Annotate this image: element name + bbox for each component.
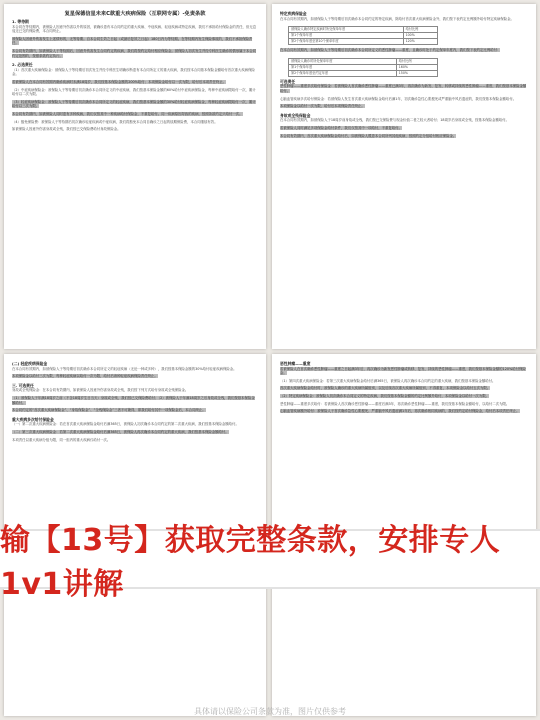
section-heading: 身故或全残保险金	[280, 112, 311, 118]
clause-paragraph: 本项保险金以给付三次为限，每种轻症疾病以给付一次为限，给付后该种轻症疾病保险责任终止。	[12, 374, 158, 379]
clause-paragraph: 心脑血管疾病额外给付：被保险人于首次确诊急性心肌梗死、严重脑中风后遗症满1年后，再次确诊相同疾病的，我们按约定给付保险金，给付后本项责任终止。	[280, 409, 520, 414]
clause-paragraph: 本项责任以重大疾病分组为限，同一组内的重大疾病仅给付一次。	[12, 437, 111, 442]
clause-paragraph: （2）特定疾病保险金：被保险人初次确诊本合同定义的特定疾病，我们按基本保险金额的约定比例额外给付，本项保险金以给付一次为限。	[280, 393, 489, 398]
clause-paragraph: 若被保险人在首次确诊恶性肿瘤——重度之日起满3年后，再次确诊为新发恶性肿瘤或转移、复发、持续的恶性肿瘤——重度，我们按基本保险金额的120%给付保险金。	[280, 366, 526, 376]
table-cell: 150%	[396, 70, 437, 76]
clause-paragraph: 本合同有效期内，首次重大疾病保险金给付后，如被保险人罹患本合同所列其他疾病，按照约定分组给付相应保险金。	[280, 133, 457, 138]
clause-paragraph: 被保险人因意外伤害发生上述情形的，无等待期。自本合同生效之日起（或最后复效之日起）180日内为等待期。在等待期内发生保险事故的，我们不承担保险责任。	[12, 36, 253, 46]
promo-banner	[0, 523, 540, 602]
clause-paragraph: （1）被保险人于年满18周岁之前（不含18周岁生日当天）身故或全残，我们按已交保险费给付；（2）被保险人于年满18周岁之后身故或全残，我们按基本保险金额给付。	[12, 395, 255, 405]
page-body	[280, 48, 528, 56]
clause-paragraph: 在本合同有效期内，如被保险人于等待期后初次确诊本合同所定义的轻症疾病（无论一种或多种），我们按基本保险金额的30%给付轻症疾病保险金。	[12, 366, 237, 371]
table-cell: 被保险人确诊特定疾病时所处保单年度	[289, 27, 404, 33]
section-heading: 重大疾病多次给付保险金	[12, 416, 54, 422]
clause-paragraph: 在本合同有效期内，如被保险人于等待期后初次确诊本合同所定义的恶性肿瘤——重度，且确诊时处于约定保单年度内，我们按下表约定比例给付：	[280, 48, 501, 53]
document-page-top-right	[272, 4, 536, 349]
clause-paragraph: （一）第二次重大疾病保险金：若在首次重大疾病保险金给付后满365日，被保险人初次确诊本合同约定的第二次重大疾病，我们按基本保险金额给付。	[12, 422, 239, 427]
table-cell: 给付比例	[396, 58, 437, 64]
section-heading: 可选责任	[280, 78, 296, 84]
table-cell: 第2个保单年度至第10个保单年度	[289, 39, 404, 45]
page-body	[280, 80, 528, 141]
table-cell: 第2个保单年度至约定年度	[289, 70, 397, 76]
clause-paragraph: 本合同约定的“首次重大疾病保险金”、“身故保险金”、“全残保险金”三者不可兼得，即我们给付其中一项保险金后，本合同终止。	[12, 408, 206, 413]
clause-paragraph: 本合同有效期内，如被保险人同时患有多种疾病，我们仅按其中一种疾病给付保险金，不重复给付。同一疾病原因导致的疾病，按照条款约定只给付一次。	[12, 111, 243, 116]
clause-paragraph: 若被保险人同时满足多项保险金给付条件，我们仅按其中一项给付，不重复给付。	[280, 125, 403, 130]
table-cell: 160%	[396, 64, 437, 70]
table-row	[289, 70, 438, 76]
page-body	[12, 20, 258, 135]
clause-paragraph: （二）第三次重大疾病保险金：若第二次重大疾病保险金给付后满365日，被保险人再次确诊本合同约定的重大疾病，我们按基本保险金额给付。	[12, 429, 229, 434]
table-cell: 120%	[403, 39, 437, 45]
clause-paragraph: 身故或全残保险金：在本合同有效期内，如被保险人因意外伤害身故或全残，我们按下列方式给付身故或全残保险金。	[12, 388, 189, 393]
clause-paragraph: 恶性肿瘤——重度多次给付保险金：若被保险人首次确诊恶性肿瘤——重度已满3年，再次确诊为新发、复发、转移或持续的恶性肿瘤——重度，我们按基本保险金额给付。	[280, 84, 527, 93]
section-heading: (二) 轻症疾病保险金	[12, 361, 48, 366]
page-body	[12, 362, 258, 445]
clause-paragraph: （3）轻症疾病保险金：被保险人于等待期后初次确诊本合同所定义的轻症疾病，我们按基本保险金额的30%给付轻症疾病保险金，每种轻症疾病限给付一次，累计给付以三次为限。	[12, 99, 256, 109]
payout-ratio-table	[288, 26, 438, 45]
disclaimer-watermark: 具体请以保险公司条款为准，图片仅供参考	[194, 707, 346, 716]
clause-paragraph: 本合同有效期内，如被保险人于等待期后，因意外伤害发生合同约定的疾病，我们将按约定给付相应保险金。被保险人初次发生并经专科医生确诊的情形属于本合同约定范围的，按照条款约定执行。	[12, 48, 257, 58]
clause-paragraph: 首次重大疾病保险金给付时，被保险人确诊的重大疾病所属组别，以及后续各次重大疾病所属组别，不得重复，本项保险金以给付五次为限。	[280, 386, 491, 391]
table-cell: 第1个保单年度	[289, 64, 397, 70]
clause-paragraph: 恶性肿瘤——重度多次给付：若被保险人首次确诊恶性肿瘤——重度后满3年，再次确诊恶性肿瘤——重度，我们按基本保险金额给付，以给付二次为限。	[280, 401, 510, 406]
section-heading: 恶性肿瘤——重度	[280, 361, 311, 366]
clause-paragraph: 在本合同有效期内，如被保险人于等待期后初次确诊本合同约定的特定疾病，除给付首次重大疾病保险金外，我们按下表约定比例额外给付特定疾病保险金。	[280, 16, 514, 21]
payout-ratio-table	[288, 58, 438, 77]
table-cell: 被保险人确诊时所处保单年度	[289, 58, 397, 64]
section-heading: 1. 等待期	[12, 19, 29, 24]
clause-paragraph: （1）首次重大疾病保险金：被保险人于等待期后初次发生并经专科医生明确诊断患有本合同所定义的重大疾病，我们按本合同基本保险金额给付首次重大疾病保险金。	[12, 67, 255, 77]
section-heading: 三. 可选责任	[12, 382, 34, 388]
table-cell: 第1个保单年度	[289, 33, 404, 39]
clause-paragraph: （1）第四次重大疾病保险金：若第三次重大疾病保险金给付后满365日，被保险人再次确诊本合同约定的重大疾病，我们按基本保险金额给付。	[280, 378, 496, 383]
page-body	[280, 362, 528, 417]
document-title: 复星保德信星未来C款重大疾病保险（互联网专属）-免责条款	[64, 11, 206, 17]
clause-paragraph: 心脑血管疾病多次给付保险金：若被保险人发生首次重大疾病保险金给付后满1年，初次确诊急性心肌梗死或严重脑中风后遗症的，我们按基本保险金额给付。	[280, 96, 517, 101]
page-body	[280, 12, 528, 24]
table-cell: 100%	[403, 33, 437, 39]
clause-paragraph: （2）中症疾病保险金：被保险人于等待期后初次确诊本合同所定义的中症疾病，我们按基本保险金额的60%给付中症疾病保险金，每种中症疾病限给付一次，累计给付以二次为限。	[12, 87, 256, 97]
clause-paragraph: （4）豁免保险费：被保险人于等待期后初次确诊轻症疾病或中症疾病，我们将豁免本合同自确诊之日起的续期保险费，本合同继续有效。	[12, 119, 218, 124]
section-heading: 特定疾病保险金	[280, 11, 307, 16]
clause-paragraph: 本合同在等待期内，被保险人因意外伤害以外的原因，被确诊患有本合同约定的重大疾病、中症疾病、轻症疾病或特定疾病，我们不承担给付保险金的责任，但无息返还已交的保险费，本合同终止。	[12, 24, 257, 34]
section-heading: 2. 必选责任	[12, 62, 33, 68]
clause-paragraph: 如被保险人因意外伤害身故或全残，我们按已交保险费给付身故保险金。	[12, 127, 121, 132]
clause-paragraph: 本项保险金以给付一次为限，给付后本项保险责任终止。	[280, 104, 365, 109]
table-cell: 给付比例	[403, 27, 437, 33]
table-row	[289, 39, 438, 45]
promo-banner-text: 输【13号】获取完整条款，安排专人1v1讲解	[0, 523, 501, 602]
clause-paragraph: 若被保险人在本合同有效期内确诊疾病时未满18周岁，我们按基本保险金额的200%给付；本项保险金给付以一次为限，给付后本项责任终止。	[12, 79, 227, 84]
clause-paragraph: 在本合同有效期内，如被保险人于18周岁前身故或全残，我们按已交保险费与现金价值二者之较大者给付；18周岁后身故或全残，按基本保险金额给付。	[280, 118, 510, 123]
document-page-top-left	[4, 4, 266, 349]
